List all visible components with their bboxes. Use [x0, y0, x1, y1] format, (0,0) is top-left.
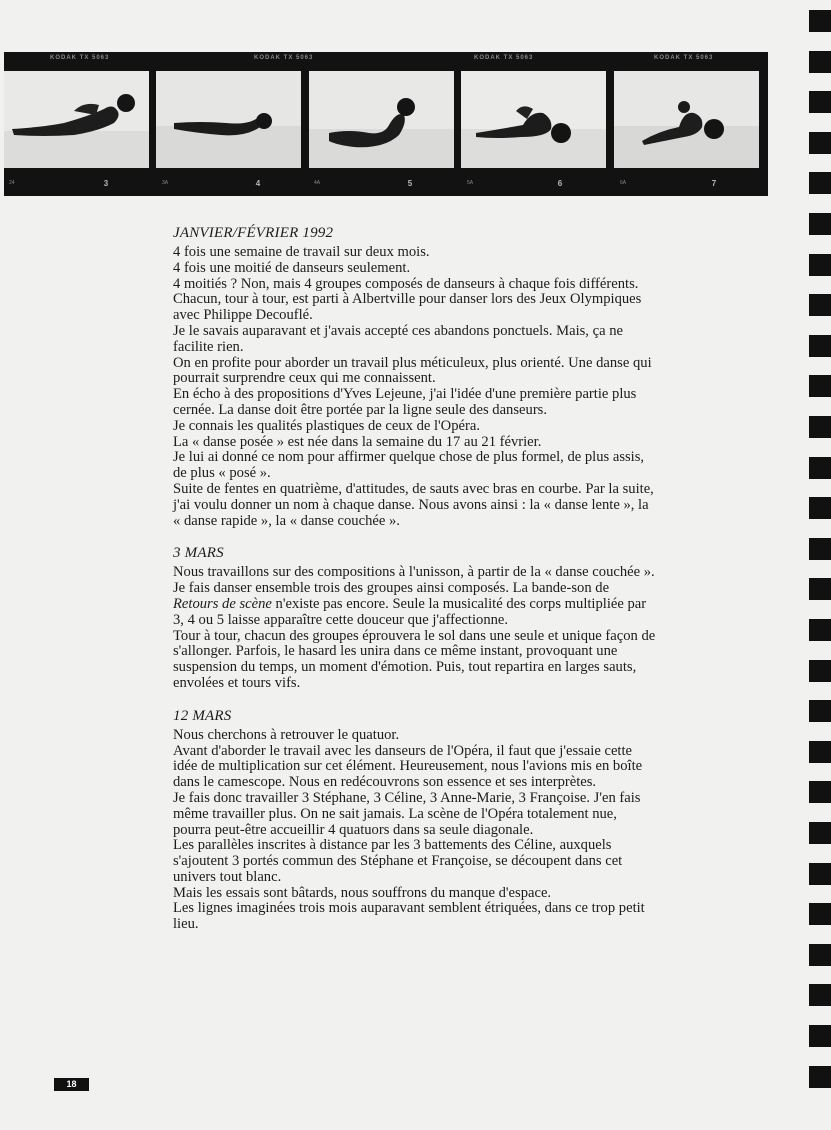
journal-section-janvier-fevrier	[173, 225, 658, 529]
photo-frame-dancer-lying	[614, 71, 759, 168]
binding-tab	[809, 741, 831, 763]
binding-tab	[809, 10, 831, 32]
binding-tab	[809, 1066, 831, 1088]
binding-tab	[809, 457, 831, 479]
binding-tab	[809, 132, 831, 154]
paragraph: On en profite pour aborder un travail plus méticuleux, plus orienté. Une danse qui pourrait surprendre ceux qui me connaissent.	[173, 354, 652, 387]
photo-frame-dancer-lying	[309, 71, 454, 168]
binding-tab	[809, 213, 831, 235]
paragraph: Tour à tour, chacun des groupes éprouvera le sol dans une seule et unique façon de s'allonger. Parfois, le hasard les unira dans ce même instant, provoquant une suspension du temps, un moment d'émotion. Puis, tout repartira en larges sauts, envolées et tours vifs.	[173, 627, 656, 691]
paragraph: Nous cherchons à retrouver le quatuor.	[173, 726, 400, 743]
paragraph: Je le savais auparavant et j'avais accepté ces abandons ponctuels. Mais, ça ne facilite rien.	[173, 322, 623, 355]
photo-frame-dancer-lying	[461, 71, 606, 168]
photo-frame-dancer-lying	[156, 71, 301, 168]
journal-section-3-mars	[173, 545, 658, 691]
binding-tab	[809, 619, 831, 641]
paragraph: Mais les essais sont bâtards, nous souffrons du manque d'espace.	[173, 884, 552, 901]
page-number: 18	[54, 1078, 89, 1091]
frame-number: 3	[103, 179, 109, 188]
frame-code: 24	[9, 180, 15, 186]
binding-tab	[809, 1025, 831, 1047]
paragraph: 4 fois une moitié de danseurs seulement.	[173, 259, 411, 276]
binding-tab	[809, 903, 831, 925]
binding-tab	[809, 335, 831, 357]
binding-tab	[809, 172, 831, 194]
paragraph: La « danse posée » est née dans la semaine du 17 au 21 février.	[173, 433, 542, 450]
spiral-binding	[801, 10, 831, 1120]
binding-tab	[809, 660, 831, 682]
paragraph: Nous travaillons sur des compositions à l'unisson, à partir de la « danse couchée ».	[173, 564, 655, 581]
binding-tab	[809, 700, 831, 722]
binding-tab	[809, 51, 831, 73]
frame-code: 6A	[620, 180, 627, 186]
binding-tab	[809, 944, 831, 966]
journal-section-12-mars	[173, 708, 658, 933]
paragraph: Je lui ai donné ce nom pour affirmer quelque chose de plus formel, de plus assis, de plus « posé ».	[173, 449, 645, 482]
binding-tab	[809, 578, 831, 600]
film-edge-label: KODAK TX 5063	[654, 55, 714, 61]
paragraph: En écho à des propositions d'Yves Lejeune, j'ai l'idée d'une première partie plus cernée. La danse doit être portée par la ligne seule des danseurs.	[173, 386, 637, 418]
journal-text	[173, 225, 658, 949]
frame-code: 3A	[162, 180, 169, 186]
binding-tab	[809, 254, 831, 276]
paragraph: Suite de fentes en quatrième, d'attitudes, de sauts avec bras en courbe. Par la suite, j'ai voulu donner un nom à chaque danse. Nous avons ainsi : la « danse lente », la « danse rapide », la « danse couchée ».	[173, 480, 654, 529]
binding-tab	[809, 497, 831, 519]
binding-tab	[809, 984, 831, 1006]
binding-tab	[809, 416, 831, 438]
production-title: Retours de scène	[173, 595, 272, 612]
frame-number: 7	[711, 179, 717, 188]
frame-code: 4A	[314, 180, 321, 186]
photo-frame-dancer-lying	[4, 71, 149, 168]
film-edge-label: KODAK TX 5063	[254, 55, 314, 61]
binding-tab	[809, 822, 831, 844]
film-edge-label: KODAK TX 5063	[474, 55, 534, 61]
frame-code: 5A	[467, 180, 474, 186]
frame-number: 4	[255, 179, 261, 188]
paragraph: Je fais danser ensemble trois des groupes ainsi composés. La bande-son de Retours de scène n'existe pas encore. Seule la musicalité des corps multipliée par 3, 4 ou 5 laisse apparaître cette douceur que j'affectionne.	[173, 580, 647, 628]
binding-tab	[809, 781, 831, 803]
paragraph: Je connais les qualités plastiques de ceux de l'Opéra.	[173, 417, 480, 434]
contact-sheet-film-strip	[4, 52, 768, 196]
binding-tab	[809, 91, 831, 113]
section-date-heading: JANVIER/FÉVRIER 1992	[173, 225, 334, 241]
paragraph: 4 moitiés ? Non, mais 4 groupes composés de danseurs à chaque fois différents. Chacun, tour à tour, est parti à Albertville pour danser lors des Jeux Olympiques avec Philippe Decouflé.	[173, 275, 642, 324]
paragraph: Les parallèles inscrites à distance par les 3 battements des Céline, auxquels s'ajoutent 3 portés commun des Stéphane et Françoise, se découpent dans cet univers tout blanc.	[173, 837, 623, 885]
paragraph: Je fais donc travailler 3 Stéphane, 3 Céline, 3 Anne-Marie, 3 Françoise. J'en fais même travailler plus. On ne sait jamais. La scène de l'Opéra totalement nue, pourra peut-être accueillir 4 quatuors dans sa seule diagonale.	[173, 789, 641, 838]
frame-number: 6	[557, 179, 563, 188]
paragraph: Les lignes imaginées trois mois auparavant semblent étriquées, dans ce trop petit lieu.	[173, 900, 645, 933]
binding-tab	[809, 538, 831, 560]
section-date-heading: 12 MARS	[173, 707, 232, 724]
binding-tab	[809, 294, 831, 316]
binding-tab	[809, 863, 831, 885]
paragraph: Avant d'aborder le travail avec les danseurs de l'Opéra, il faut que j'essaie cette idée de multiplication sur cet élément. Heureusement, nous l'avions mis en boîte dans le camescope. Nous en redécouvrons son essence et ses interprètes.	[173, 742, 643, 791]
binding-tab	[809, 375, 831, 397]
section-date-heading: 3 MARS	[173, 545, 224, 562]
film-edge-label: KODAK TX 5063	[50, 55, 110, 61]
frame-number: 5	[407, 179, 413, 188]
paragraph: 4 fois une semaine de travail sur deux mois.	[173, 244, 430, 260]
